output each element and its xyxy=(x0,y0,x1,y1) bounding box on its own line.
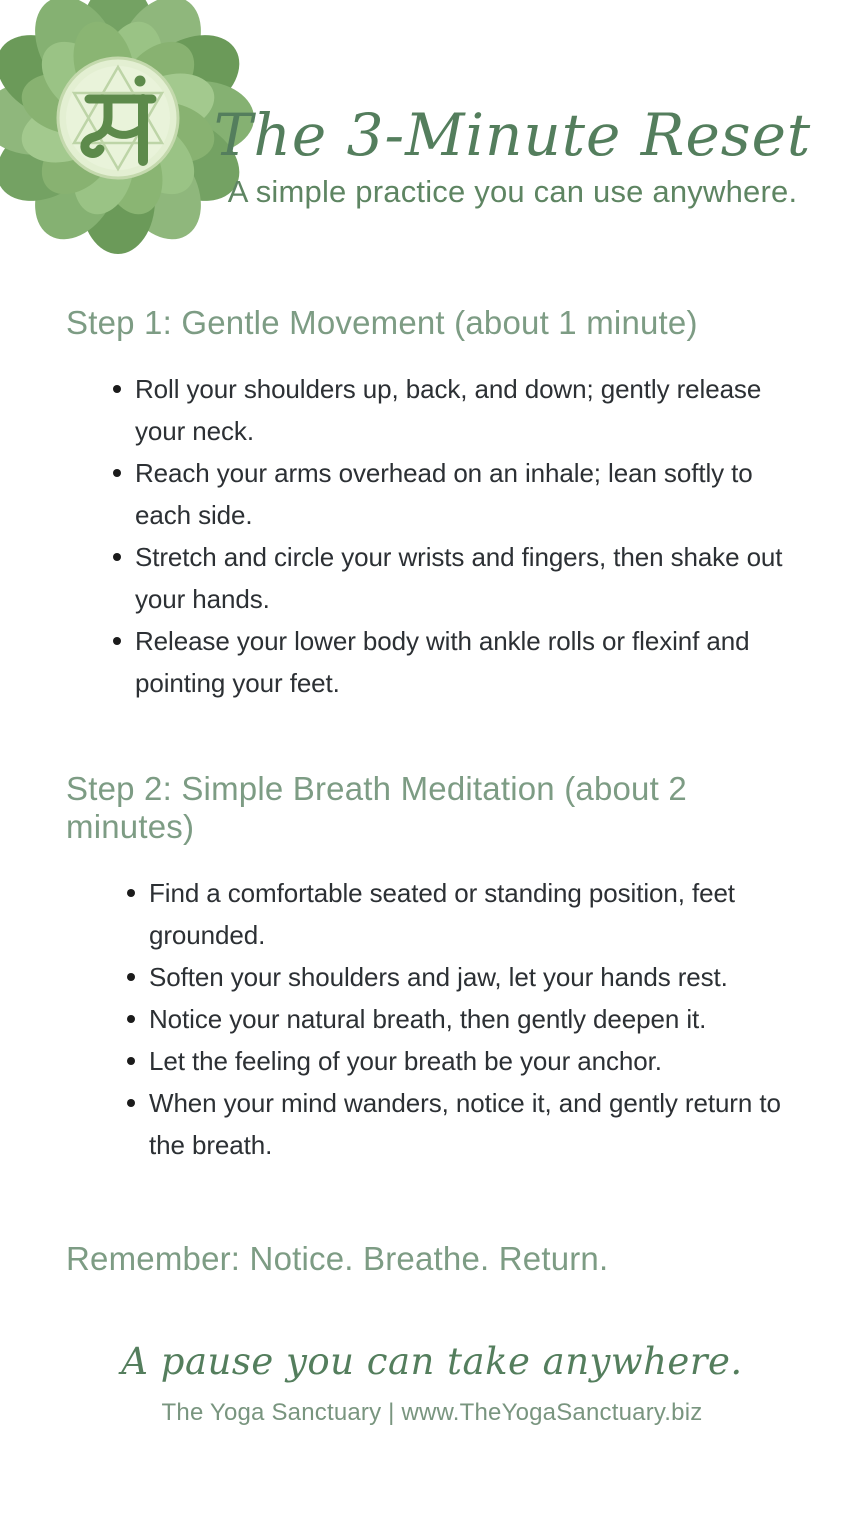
step-1-heading: Step 1: Gentle Movement (about 1 minute) xyxy=(66,304,698,341)
step-1-section xyxy=(66,304,806,704)
reminder-text: Remember: Notice. Breathe. Return. xyxy=(66,1240,609,1277)
list-item: Find a comfortable seated or standing position, feet grounded. xyxy=(126,872,798,956)
step-2-list xyxy=(126,872,798,1166)
footer xyxy=(0,1340,864,1427)
list-item: Soften your shoulders and jaw, let your hands rest. xyxy=(126,956,798,998)
step-2-heading: Step 2: Simple Breath Meditation (about 2 minutes) xyxy=(66,770,687,845)
list-item: Release your lower body with ankle rolls or flexinf and pointing your feet. xyxy=(112,620,784,704)
list-item: When your mind wanders, notice it, and gently return to the breath. xyxy=(126,1082,798,1166)
step-1-list xyxy=(112,368,784,704)
list-item: Notice your natural breath, then gently deepen it. xyxy=(126,998,798,1040)
list-item: Let the feeling of your breath be your anchor. xyxy=(126,1040,798,1082)
steps-container xyxy=(0,262,864,1278)
list-item: Reach your arms overhead on an inhale; lean softly to each side. xyxy=(112,452,784,536)
title-block xyxy=(205,0,820,262)
list-item: Stretch and circle your wrists and fingers, then shake out your hands. xyxy=(112,536,784,620)
page-title: The 3-Minute Reset xyxy=(213,101,812,169)
footer-credit: The Yoga Sanctuary | www.TheYogaSanctuary.biz xyxy=(161,1399,703,1426)
page-subtitle: A simple practice you can use anywhere. xyxy=(227,174,798,209)
list-item: Roll your shoulders up, back, and down; gently release your neck. xyxy=(112,368,784,452)
header xyxy=(0,0,864,262)
footer-tagline: A pause you can take anywhere. xyxy=(121,1340,743,1383)
step-2-section xyxy=(66,770,806,1166)
